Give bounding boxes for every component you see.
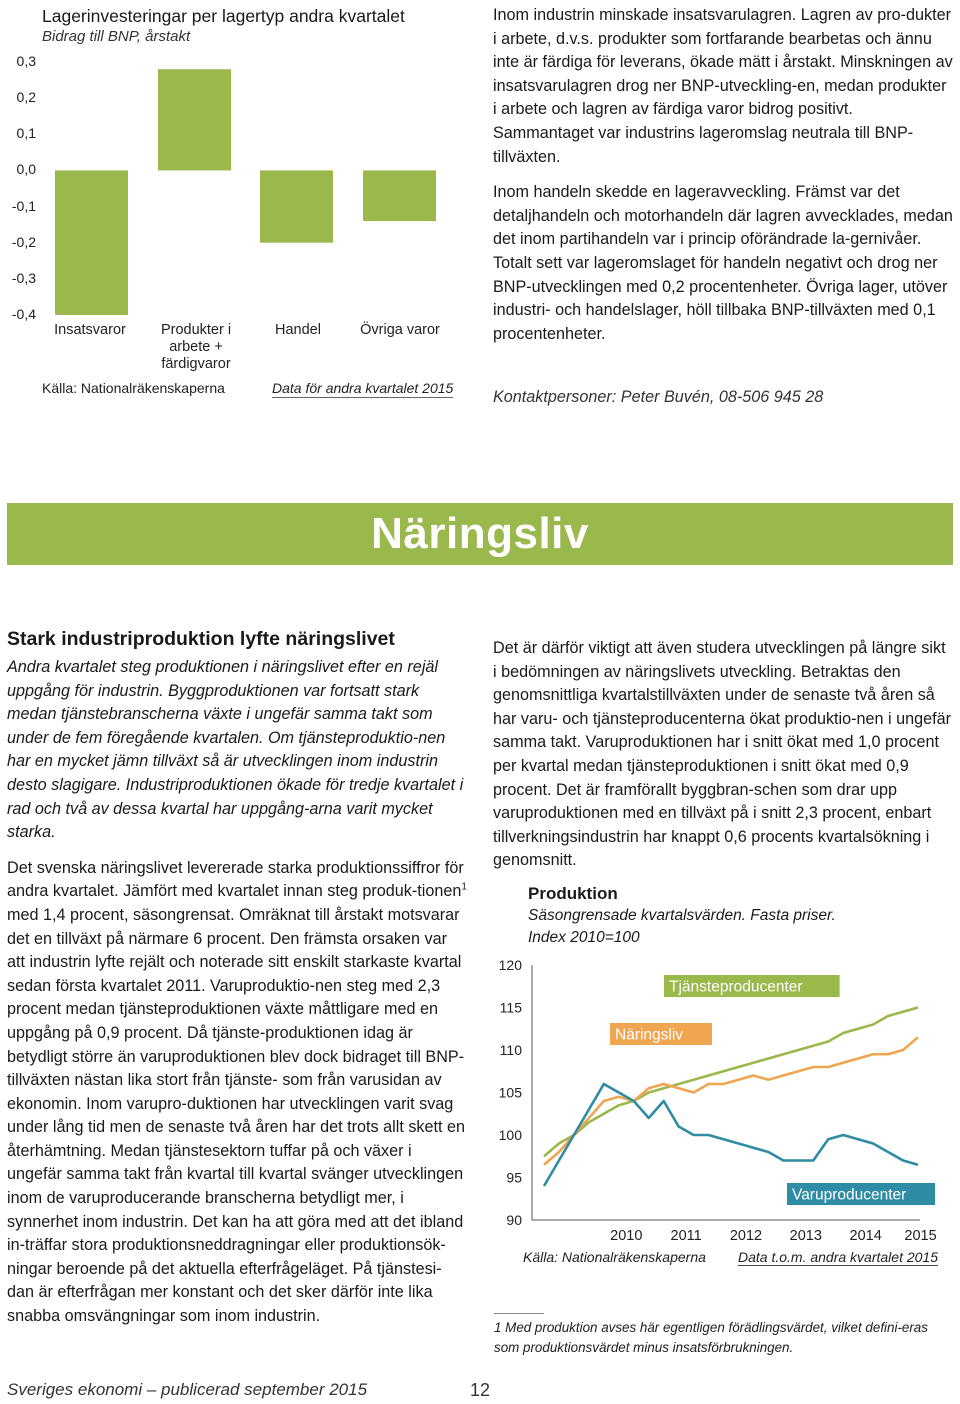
svg-text:Näringsliv: Näringsliv [615,1026,684,1044]
chart2-plot [480,940,950,1250]
y-tick-label: 90 [506,1212,522,1228]
chart2-index-note: Index 2010=100 [528,929,640,946]
y-tick-label: -0,2 [11,233,36,250]
article-body: Det svenska näringslivet levererade starka produktionssiffror för andra kvartalet. Jämfört med kvartalet innan steg produk-tionen$^1$ med 1,4 procent, säsongrensat. Omräknat till årstakt motsvarar det en tillväxt på närmare 6 procent. Den främsta orsaken var att industrin lyfte rejält och noterade sitt enskilt starkaste kvartal sedan första kvartalet 2011. Varuproduktio-nen steg med 2,3 procent medan tjänsteproduktionen växte måttligare med en uppgång på 0,9 procent. Då tjänste-produktionen idag är betydligt större än varuproduktionen blev dock bidraget till BNP-tillväxten nästan lika stort från tjänste- som från varusidan av ekonomin. Inom varupro-duktionen har utvecklingen varit svag under lång tid men de senaste två åren har det trots allt skett en återhämtning. Medan tjänstesektorn tuffar på och växer i ungefär samma takt från kvartal till kvartal svänger utvecklingen inom de varuproducerande branscherna betydligt mer, i synnerhet inom industrin. Det kan ha att göra med att det ibland in-träffar stora produktionsneddragningar eller produktionsök-ningar beroende på det aktuella efterfrågeläget. På tjänstesi-dan är efterfrågan mer konstant och det sker därför inte lika snabba omsvängningar som inom industrin. [7,858,467,1326]
x-tick-label: 2011 [670,1228,702,1244]
page-footer: Sveriges ekonomi – publicerad september 2015 [7,1380,368,1399]
y-tick-label: 0,2 [16,89,36,106]
chart1-subtitle: Bidrag till BNP, årstakt [42,28,191,45]
x-tick-label: 2013 [789,1228,822,1244]
series-line [544,1084,918,1186]
y-tick-label: 95 [506,1169,522,1186]
chart1-title: Lagerinvesteringar per lagertyp andra kvartalet [42,6,405,26]
text-column-bottom-right [493,637,953,873]
x-tick-label: Handel [275,322,321,338]
text-column-top-right [493,4,953,410]
footnote-ref: 1 [461,881,467,893]
chart2-source: Källa: Nationalräkenskaperna [523,1249,706,1265]
bar [363,170,436,221]
y-tick-label: 105 [498,1084,522,1101]
x-tick-label: Produkter i arbete + färdigvaror [160,322,232,372]
article-heading: Stark industriproduktion lyfte näringslivet [7,628,395,650]
text-column-left [7,656,467,1329]
bar [55,170,128,315]
chart1-data-note: Data för andra kvartalet 2015 [272,380,454,396]
chart2-subtitle: Säsongrensade kvartalsvärden. Fasta priser. [528,907,836,924]
y-tick-label: -0,3 [11,269,36,286]
series-label [787,1183,935,1205]
y-tick-label: 0,1 [16,125,36,142]
footnote: 1 Med produktion avses här egentligen förädlingsvärdet, vilket defini-eras som produktionsvärdet minus insatsförbrukningen. [494,1320,928,1355]
svg-text:Varuproducenter: Varuproducenter [792,1186,907,1204]
paragraph: Det är därför viktigt att även studera utvecklingen på längre sikt i bedömningen av näringslivets utveckling. Betraktas den genomsnittliga kvartalstillväxten under de senaste två åren så har varu- och tjänsteproducenterna ökat produktio-nen i ungefär samma takt. Varuproduktionen har i snitt ökat med 1,0 procent per kvartal medan tjänsteproduktionen i snitt ökat med 0,9 procent. Det är framförallt byggbran-schen som drar upp varuproduktionen med en tillväxt på i snitt 2,3 procent, enbart tillverkningsindustrin har knappt 0,6 procents kvartalsökning i genomsnitt. [493,639,952,870]
chart1-source: Källa: Nationalräkenskaperna [42,380,225,396]
chart2-data-note: Data t.o.m. andra kvartalet 2015 [738,1249,938,1265]
y-tick-label: -0,1 [11,197,36,214]
page-number: 12 [470,1380,491,1400]
chart2-title: Produktion [528,884,618,903]
article-lead: Andra kvartalet steg produktionen i näringslivet efter en rejäl uppgång för industrin. Byggproduktionen var fortsatt stark medan tjänstebranscherna växte i ungefär samma takt som under de fem föregående kvartalen. Om tjänsteproduktio-nen har en mycket jämn tillväxt så är utvecklingen inom industrin desto slagigare. Industriproduktionen ökade för tredje kvartalet i rad och två av dessa kvartal har uppgång-arna varit mycket starka. [7,658,464,842]
contact-persons: Kontaktpersoner: Peter Buvén, 08-506 945 28 [493,388,824,407]
x-tick-label: Insatsvaror [54,322,126,338]
bar [260,170,333,242]
y-tick-label: 115 [499,999,522,1016]
footnote-rule [494,1313,544,1314]
x-tick-label: 2015 [904,1228,937,1244]
section-banner: Näringsliv [7,503,953,565]
x-tick-label: 2014 [849,1228,882,1244]
bar [158,69,231,170]
paragraph: Inom handeln skedde en lageravveckling. Främst var det detaljhandeln och motorhandeln där lagren avvecklades, medan det inom partihandeln var i princip oförändrade la-gernivåer. Totalt sett var lageromslaget för handeln negativt och drog ner BNP-utvecklingen med 0,2 procentenheter. Övriga lager, utöver industri- och handelslager, höll tillbaka BNP-tillväxten med 0,1 procentenheter. [493,183,953,343]
series-line [544,1037,918,1165]
x-tick-label: Övriga varor [360,322,440,338]
y-tick-label: -0,4 [11,306,36,322]
series-label [610,1023,712,1045]
x-tick-label: 2010 [610,1228,643,1244]
y-tick-label: 110 [499,1042,522,1058]
y-tick-label: 100 [498,1127,522,1143]
paragraph: Inom industrin minskade insatsvarulagren. Lagren av pro-dukter i arbete, d.v.s. produkter som fortfarande bearbetas och ännu inte är färdiga för leverans, ökade mätt i årstakt. Minskningen av insatsvarulagren drog ner BNP-utveckling-en, medan produkter i arbete och lagren av färdiga varor bidrog positivt. Sammantaget var industrins lageromslag neutrala till BNP-tillväxten. [493,6,953,166]
y-tick-label: 0,3 [16,53,36,69]
series-label [664,975,840,997]
x-tick-label: 2012 [729,1228,763,1244]
y-tick-label: 0,0 [16,161,36,178]
svg-text:Tjänsteproducenter: Tjänsteproducenter [669,978,803,996]
y-tick-label: 120 [498,957,522,973]
